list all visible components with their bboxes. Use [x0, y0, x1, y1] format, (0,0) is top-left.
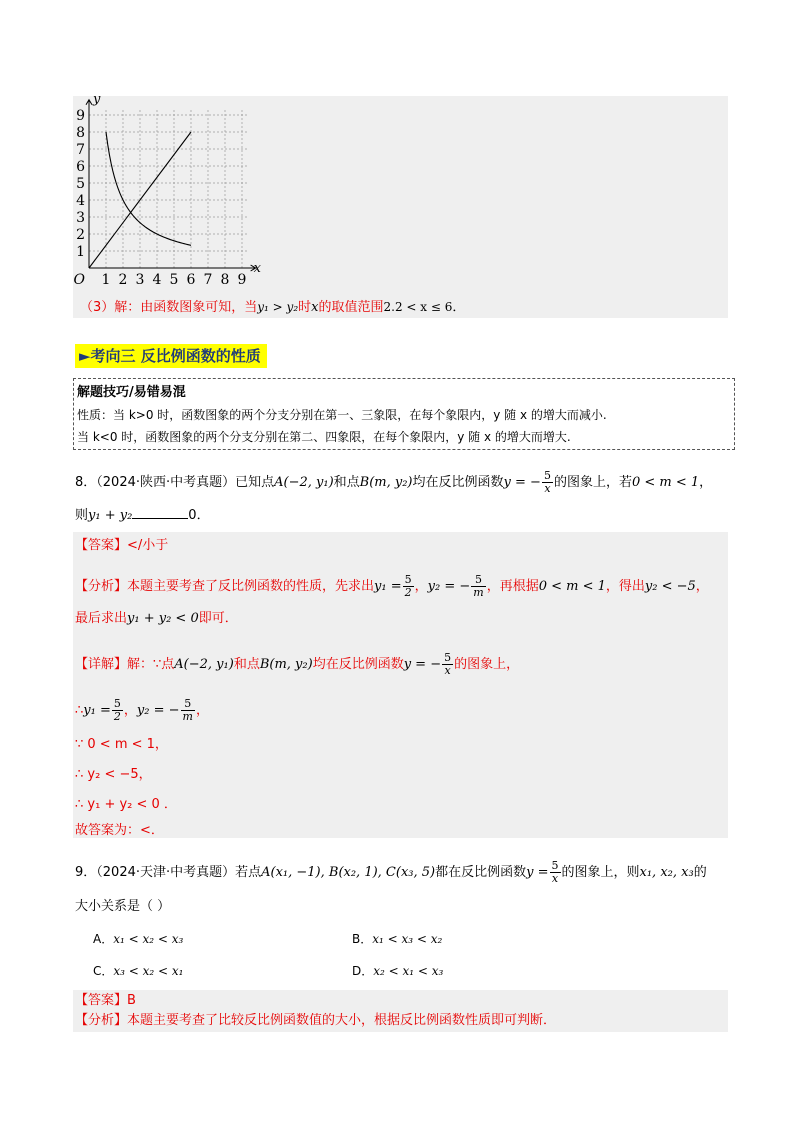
y-tick-label: 6 — [76, 159, 85, 175]
y-tick-label: 5 — [76, 176, 85, 192]
tips-line-1: 性质：当 k>0 时，函数图象的两个分支分别在第一、三象限，在每个象限内，y 随 x 的增大而减小. — [77, 408, 607, 422]
section-header: ►考向三 反比例函数的性质 — [75, 344, 267, 368]
tips-title: 解题技巧/易错易混 — [77, 385, 186, 400]
q9-option-b[interactable]: B．x₁ < x₃ < x₂ — [352, 932, 443, 946]
q8-stem-line1: 8．（2024·陕西·中考真题）已知点A(−2, y₁)和点B(m, y₂)均在反比例函数y = − $\frac{5}{x}$ 的图象上，若0 < m < 1， — [75, 469, 713, 495]
origin-label: O — [73, 272, 85, 288]
q9-stem-line1: 9．（2024·天津·中考真题）若点A(x₁, −1), B(x₂, 1), C(x₃, 5)都在反比例函数y = $\frac{5}{x}$ 的图象上，则x₁, x₂, x₃的 — [75, 859, 707, 885]
q8-detail-line: 【详解】解：∵点A(−2, y₁)和点B(m, y₂)均在反比例函数y = − $\frac{5}{x}$ 的图象上， — [75, 651, 520, 677]
q8-stem-line2: 则y₁ + y₂ 0． — [75, 508, 210, 523]
answer-blank — [132, 506, 188, 519]
q8-answer: 【答案】</小于 — [75, 538, 169, 553]
q9-analysis: 【分析】本题主要考查了比较反比例函数值的大小，根据反比例函数性质即可判断． — [75, 1013, 557, 1028]
y-axis-label: y — [93, 96, 101, 108]
x-tick-label: 7 — [203, 272, 213, 288]
y-tick-label: 9 — [76, 108, 85, 124]
tips-line-2: 当 k<0 时，函数图象的两个分支分别在第二、四象限，在每个象限内，y 随 x 的增大而增大. — [77, 430, 571, 444]
y-tick-label: 4 — [76, 193, 85, 209]
q8-step3: ∴ y₂ < −5， — [75, 767, 152, 782]
q8-step4: ∴ y₁ + y₂ < 0 ． — [75, 797, 177, 812]
part3-line: （3）解：由函数图象可知，当y₁ > y₂时x的取值范围2.2 < x ≤ 6． — [80, 300, 466, 315]
x-tick-label: 9 — [237, 272, 247, 288]
y-tick-label: 1 — [76, 244, 85, 260]
y-tick-label: 2 — [76, 227, 85, 243]
q9-option-c[interactable]: C．x₃ < x₂ < x₁ — [93, 964, 184, 978]
q9-option-d[interactable]: D．x₂ < x₁ < x₃ — [352, 964, 444, 978]
x-axis-label: x — [253, 261, 261, 276]
x-tick-label: 3 — [135, 272, 145, 288]
x-tick-label: 6 — [186, 272, 196, 288]
x-tick-label: 2 — [118, 272, 128, 288]
x-tick-label: 4 — [152, 272, 162, 288]
q9-stem-line2: 大小关系是（ ） — [75, 899, 171, 914]
x-tick-label: 1 — [101, 272, 111, 288]
q9-option-a[interactable]: A．x₁ < x₂ < x₃ — [93, 932, 184, 946]
q8-conclusion: 故答案为：<． — [75, 823, 164, 838]
x-tick-label: 8 — [220, 272, 230, 288]
y-tick-label: 7 — [76, 142, 85, 158]
y-tick-label: 3 — [76, 210, 85, 226]
q9-answer: 【答案】B — [75, 993, 136, 1008]
q8-analysis-line1: 【分析】本题主要考查了反比例函数的性质，先求出y₁ = $\frac{5}{2}$ ，y₂ = − $\frac{5}{m}$ ，再根据0 < m < 1，得出y₂ < −5， — [75, 573, 709, 599]
q8-step2: ∵ 0 < m < 1， — [75, 737, 168, 752]
x-tick-label: 5 — [169, 272, 179, 288]
q8-analysis-line2: 最后求出y₁ + y₂ < 0即可． — [75, 611, 238, 626]
y-tick-label: 8 — [76, 125, 85, 141]
q8-step1: ∴y₁ = $\frac{5}{2}$ ，y₂ = − $\frac{5}{m}$ ， — [75, 697, 209, 723]
tips-box — [73, 378, 735, 450]
function-graph — [73, 96, 263, 288]
